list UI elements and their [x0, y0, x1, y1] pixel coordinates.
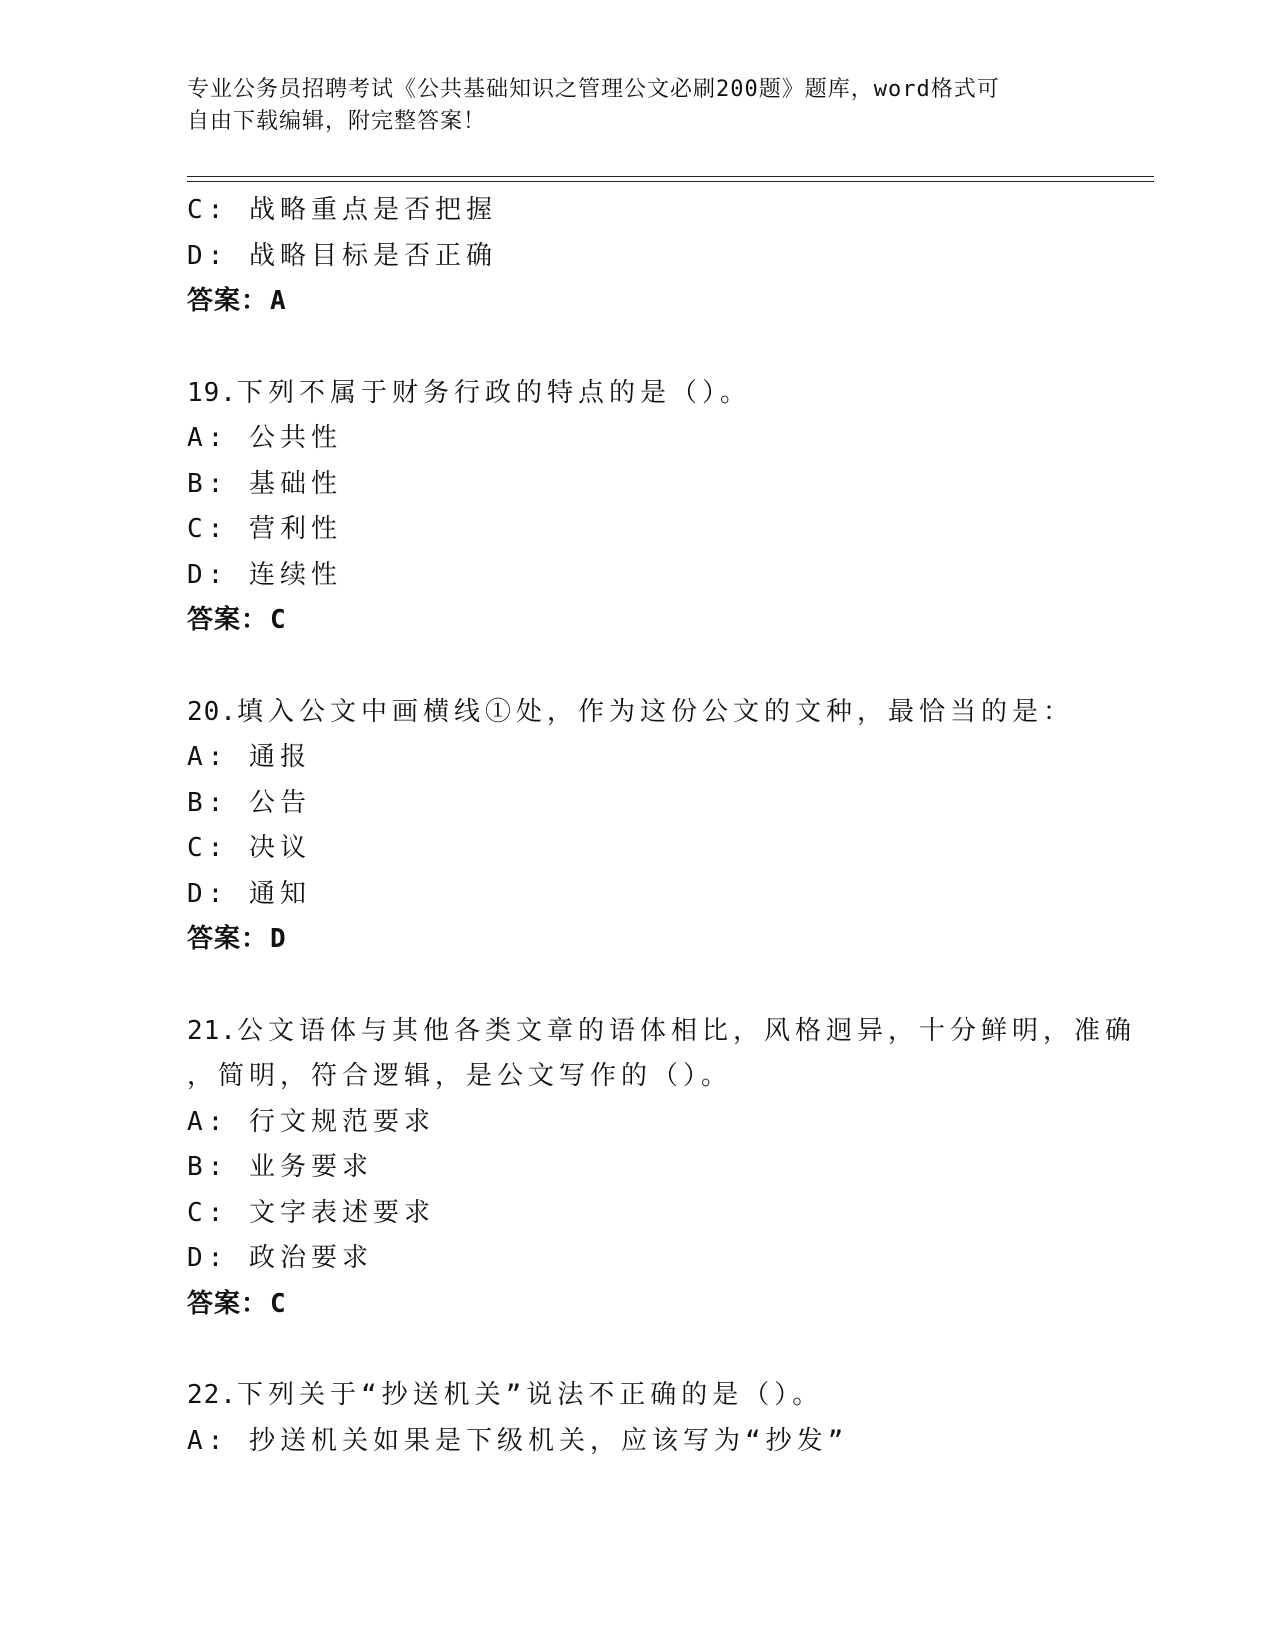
question-stem — [187, 690, 1147, 736]
question-text: 下列关于“抄送机关”说法不正确的是（）。 — [236, 1380, 824, 1410]
answer-label: 答案： — [187, 924, 269, 954]
option-b: B: 公告 — [187, 787, 311, 818]
answer-line — [187, 598, 1147, 644]
question-text: 下列不属于财务行政的特点的是（）。 — [236, 377, 751, 408]
option-d: D: 通知 — [187, 878, 311, 909]
answer-line — [187, 1282, 1147, 1328]
option-a: A: 抄送机关如果是下级机关，应该写为“抄发” — [187, 1425, 849, 1456]
answer-label: 答案： — [187, 286, 269, 316]
answer-value: C — [270, 1288, 287, 1319]
option-a: A: 公共性 — [187, 423, 342, 453]
option-c: C: 文字表述要求 — [187, 1197, 435, 1228]
header-title-line-2: 自由下载编辑，附完整答案！ — [187, 109, 487, 134]
option-c: C: 营利性 — [187, 514, 342, 544]
answer-label: 答案： — [187, 1288, 269, 1319]
answer-label: 答案： — [187, 605, 269, 635]
question-number: 21. — [187, 1015, 237, 1046]
question-number: 20. — [187, 696, 237, 727]
answer-value: C — [270, 605, 287, 635]
question-text: 填入公文中画横线①处，作为这份公文的文种，最恰当的是： — [236, 696, 1074, 727]
option-d: D: 政治要求 — [187, 1243, 373, 1273]
option-a: A: 行文规范要求 — [187, 1106, 435, 1137]
option-d: D: 连续性 — [187, 559, 342, 590]
question-number: 22. — [187, 1380, 237, 1410]
question-18-tail — [187, 188, 1147, 325]
question-21 — [187, 1009, 1147, 1328]
header-title-line-1: 专业公务员招聘考试《公共基础知识之管理公文必刷200题》题库，word格式可 — [187, 77, 1000, 102]
question-text-continued: ，简明，符合逻辑，是公文写作的（）。 — [187, 1061, 733, 1091]
question-19 — [187, 371, 1147, 644]
option-c: C: 战略重点是否把握 — [187, 195, 497, 225]
answer-line — [187, 917, 1147, 963]
answer-value: A — [270, 286, 287, 316]
header-divider — [187, 176, 1154, 182]
option-b: B: 业务要求 — [187, 1152, 373, 1182]
question-list — [187, 188, 1147, 1464]
option-c: C: 决议 — [187, 833, 311, 863]
option-a: A: 通报 — [187, 742, 311, 772]
question-number: 19. — [187, 377, 237, 408]
page-header — [187, 74, 1067, 138]
question-stem — [187, 371, 1147, 417]
question-text: 公文语体与其他各类文章的语体相比，风格迥异，十分鲜明，准确 — [236, 1015, 1136, 1046]
option-b: B: 基础性 — [187, 468, 342, 499]
question-22 — [187, 1373, 1147, 1464]
answer-value: D — [270, 924, 287, 954]
answer-line — [187, 279, 1147, 325]
question-stem — [187, 1009, 1147, 1055]
question-stem — [187, 1373, 1147, 1419]
question-20 — [187, 690, 1147, 963]
option-d: D: 战略目标是否正确 — [187, 240, 497, 271]
